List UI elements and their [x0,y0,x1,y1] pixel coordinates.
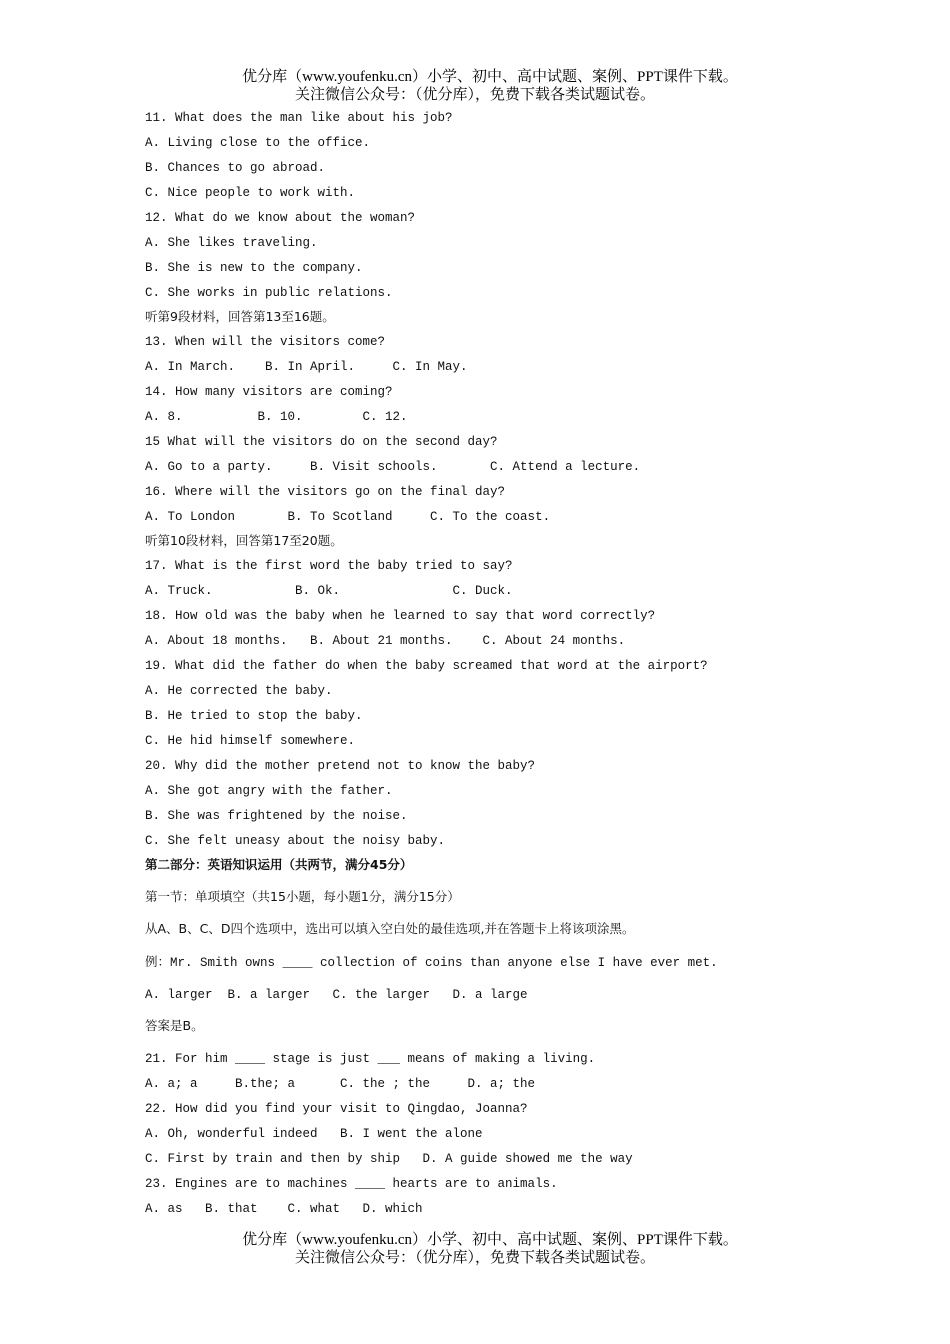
option-19c: C. He hid himself somewhere. [145,734,356,748]
option-20b: B. She was frightened by the noise. [145,809,408,823]
option-11c: C. Nice people to work with. [145,186,356,200]
question-11: 11. What does the man like about his job? [145,111,453,125]
question-20: 20. Why did the mother pretend not to know the baby? [145,759,536,773]
options-14: A. 8. B. 10. C. 12. [145,410,408,424]
option-12a: A. She likes traveling. [145,236,318,250]
option-11a: A. Living close to the office. [145,136,371,150]
question-23: 23. Engines are to machines ____ hearts are to animals. [145,1177,558,1191]
page-header [0,68,950,104]
option-12b: B. She is new to the company. [145,261,363,275]
question-21: 21. For him ____ stage is just ___ means of making a living. [145,1052,596,1066]
footer-line-2: 关注微信公众号：（优分库），免费下载各类试题试卷。 [294,1250,655,1266]
question-16: 16. Where will the visitors go on the final day? [145,485,506,499]
part-two-heading: 第二部分：英语知识运用（共两节，满分45分） [145,857,413,872]
options-23: A. as B. that C. what D. which [145,1202,423,1216]
options-21: A. a; a B.the; a C. the ; the D. a; the [145,1077,536,1091]
option-20c: C. She felt uneasy about the noisy baby. [145,834,446,848]
options-18: A. About 18 months. B. About 21 months. C. About 24 months. [145,634,626,648]
question-18: 18. How old was the baby when he learned to say that word correctly? [145,609,656,623]
options-22-cd: C. First by train and then by ship D. A guide showed me the way [145,1152,633,1166]
page-footer [0,1231,950,1267]
question-13: 13. When will the visitors come? [145,335,386,349]
example-answer: 答案是B。 [145,1018,204,1033]
option-11b: B. Chances to go abroad. [145,161,326,175]
option-20a: A. She got angry with the father. [145,784,393,798]
option-19b: B. He tried to stop the baby. [145,709,363,723]
header-line-2: 关注微信公众号：（优分库），免费下载各类试题试卷。 [294,87,655,103]
options-17: A. Truck. B. Ok. C. Duck. [145,584,513,598]
section-instruction-9: 听第9段材料，回答第13至16题。 [145,309,335,324]
options-13: A. In March. B. In April. C. In May. [145,360,468,374]
header-line-1: 优分库（www.youfenku.cn）小学、初中、高中试题、案例、PPT课件下载。 [242,69,738,85]
example-options: A. larger B. a larger C. the larger D. a large [145,988,528,1002]
options-15: A. Go to a party. B. Visit schools. C. Attend a lecture. [145,460,641,474]
question-22: 22. How did you find your visit to Qingdao, Joanna? [145,1102,528,1116]
question-12: 12. What do we know about the woman? [145,211,416,225]
section-one-instructions: 从A、B、C、D四个选项中，选出可以填入空白处的最佳选项,并在答题卡上将该项涂黑。 [145,921,635,936]
footer-line-1: 优分库（www.youfenku.cn）小学、初中、高中试题、案例、PPT课件下载。 [242,1232,738,1248]
example-question: 例：Mr. Smith owns ____ collection of coins than anyone else I have ever met. [145,956,718,970]
option-12c: C. She works in public relations. [145,286,393,300]
question-19: 19. What did the father do when the baby screamed that word at the airport? [145,659,708,673]
option-19a: A. He corrected the baby. [145,684,333,698]
section-one-heading: 第一节：单项填空（共15小题，每小题1分，满分15分） [145,889,460,904]
options-16: A. To London B. To Scotland C. To the coast. [145,510,551,524]
options-22-ab: A. Oh, wonderful indeed B. I went the alone [145,1127,483,1141]
section-instruction-10: 听第10段材料，回答第17至20题。 [145,533,343,548]
question-17: 17. What is the first word the baby tried to say? [145,559,513,573]
question-15: 15 What will the visitors do on the second day? [145,435,498,449]
question-14: 14. How many visitors are coming? [145,385,393,399]
